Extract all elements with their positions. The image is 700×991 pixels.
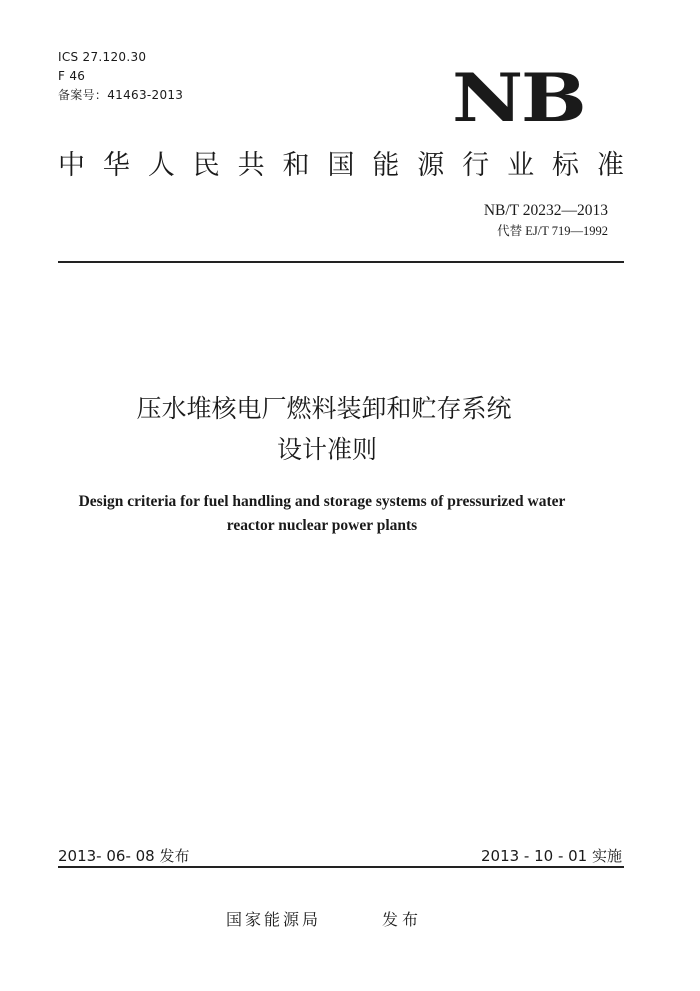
org-char: 国 — [327, 150, 355, 181]
org-char: 民 — [192, 150, 220, 181]
implementation-date: 2013 - 10 - 01 实施 — [480, 847, 622, 865]
chinese-title-line-1: 压水堆核电厂燃料装卸和贮存系统 — [136, 394, 512, 423]
org-char: 人 — [147, 150, 175, 181]
org-char: 华 — [102, 150, 130, 181]
ics-code: ICS 27.120.30 — [58, 50, 147, 64]
org-char: 能 — [372, 150, 400, 181]
nb-logo: NB — [452, 59, 585, 137]
chinese-title-line-2: 设计准则 — [276, 435, 377, 464]
org-char: 源 — [417, 150, 445, 181]
header-divider — [58, 261, 624, 263]
english-title-line-1: Design criteria for fuel handling and storage systems of pressurized water — [78, 493, 566, 510]
org-char: 中 — [58, 150, 85, 181]
publish-date: 2013- 06- 08 发布 — [58, 847, 190, 865]
issuing-authority: 国家能源局 — [226, 910, 322, 929]
english-title-line-2: reactor nuclear power plants — [226, 517, 418, 534]
filing-number: 备案号：41463-2013 — [58, 88, 184, 102]
org-char: 行 — [462, 150, 490, 181]
standard-number: NB/T 20232—2013 — [483, 202, 608, 219]
org-char: 共 — [237, 150, 265, 181]
footer-divider — [58, 866, 624, 868]
org-char: 业 — [507, 150, 535, 181]
org-char: 标 — [551, 150, 579, 181]
org-char: 准 — [596, 150, 624, 181]
classification-code: F 46 — [58, 69, 86, 83]
replaces-standard: 代替 EJ/T 719—1992 — [497, 224, 608, 238]
org-char: 和 — [282, 150, 310, 181]
organization-title — [58, 146, 624, 186]
issue-label: 发布 — [382, 910, 423, 929]
